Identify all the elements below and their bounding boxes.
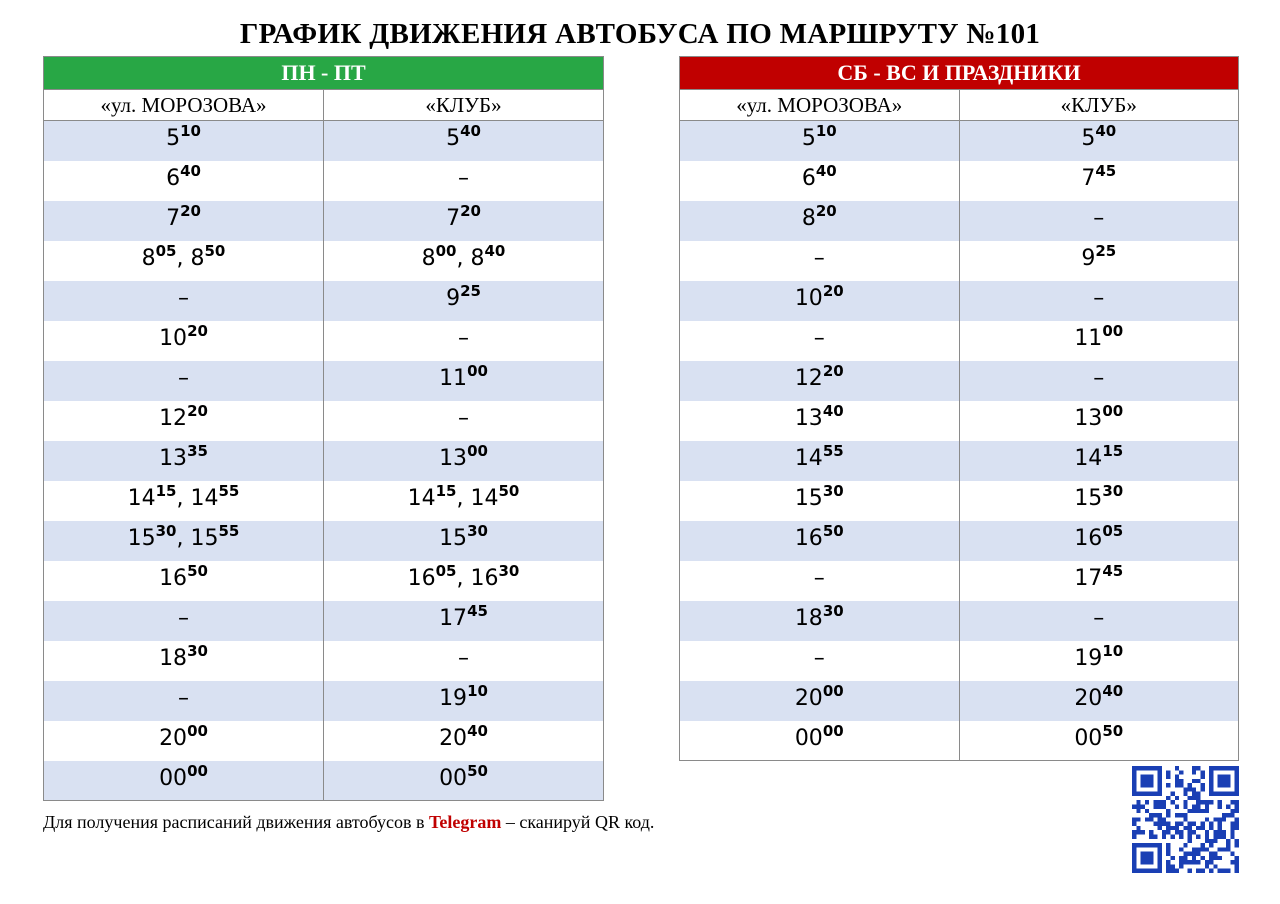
minutes: 50 <box>822 522 844 540</box>
minutes: 55 <box>822 442 844 460</box>
minutes: 30 <box>1102 482 1124 500</box>
minutes: 50 <box>187 562 208 580</box>
weekend-schedule-table <box>679 56 1239 761</box>
table-row <box>44 321 604 361</box>
minutes: 00 <box>822 682 844 700</box>
hour: 8 <box>421 246 436 271</box>
minutes: 50 <box>467 761 488 780</box>
table-row <box>680 481 1239 521</box>
departure-club: – <box>324 641 604 681</box>
hour: 00 <box>159 765 188 791</box>
minutes: 15 <box>1102 442 1124 460</box>
hour: 6 <box>166 166 181 191</box>
departure-morozova <box>44 321 324 361</box>
hour: 20 <box>159 726 188 751</box>
minutes: 10 <box>180 122 201 141</box>
departure-club <box>324 681 604 721</box>
table-row <box>44 481 604 521</box>
hour: 17 <box>1074 566 1103 591</box>
minutes: 00 <box>187 761 208 780</box>
hour: 15 <box>794 486 823 511</box>
minutes: 20 <box>187 402 208 420</box>
departure-morozova: $8^{05}$, $8^{50}$ <box>44 241 324 281</box>
weekend-column-morozova: «ул. МОРОЗОВА» <box>680 90 960 121</box>
minutes: 55 <box>218 482 240 500</box>
hour: 14 <box>407 486 436 511</box>
hour: 12 <box>159 406 188 431</box>
departure-club: $14^{15}$, $14^{50}$ <box>324 481 604 521</box>
minutes: 40 <box>460 122 481 141</box>
hour: 5 <box>1081 126 1096 152</box>
departure-club <box>324 761 604 801</box>
minutes: 10 <box>467 682 488 700</box>
hour: 18 <box>159 646 188 671</box>
departure-club <box>959 241 1239 281</box>
departure-club: – <box>959 601 1239 641</box>
departure-club <box>324 361 604 401</box>
hour: 9 <box>1081 246 1096 271</box>
table-row <box>44 401 604 441</box>
minutes: 40 <box>467 722 488 740</box>
departure-club <box>324 521 604 561</box>
departure-club <box>959 481 1239 521</box>
departure-club: $8^{00}$, $8^{40}$ <box>324 241 604 281</box>
departure-club <box>324 441 604 481</box>
table-row <box>680 721 1239 761</box>
hour: 13 <box>159 446 188 471</box>
minutes: 00 <box>822 721 844 740</box>
minutes: 40 <box>1095 122 1117 141</box>
table-row <box>44 361 604 401</box>
minutes: 40 <box>484 242 506 260</box>
table-row <box>680 161 1239 201</box>
departure-morozova <box>680 401 960 441</box>
table-row <box>680 441 1239 481</box>
table-row <box>44 441 604 481</box>
departure-club <box>959 321 1239 361</box>
hour: 6 <box>801 166 816 191</box>
departure-morozova <box>44 561 324 601</box>
departure-club <box>959 121 1239 161</box>
departure-morozova: – <box>44 601 324 641</box>
table-row <box>680 601 1239 641</box>
minutes: 45 <box>467 602 488 620</box>
hour: 10 <box>794 286 823 311</box>
hour: 5 <box>446 126 461 152</box>
hour: 20 <box>439 726 468 751</box>
departure-club <box>324 601 604 641</box>
departure-morozova <box>44 441 324 481</box>
table-row <box>44 601 604 641</box>
hour: 10 <box>159 326 188 351</box>
hour: 13 <box>1074 406 1103 431</box>
departure-club <box>959 721 1239 761</box>
table-row <box>680 521 1239 561</box>
hour: 14 <box>127 486 156 511</box>
departure-morozova <box>680 681 960 721</box>
hour: 12 <box>794 366 823 391</box>
hour: 13 <box>439 446 468 471</box>
minutes: 10 <box>815 122 837 141</box>
departure-morozova <box>680 201 960 241</box>
departure-morozova <box>680 721 960 761</box>
departure-morozova: – <box>680 641 960 681</box>
departure-morozova <box>44 641 324 681</box>
minutes: 20 <box>822 282 844 300</box>
table-row <box>680 201 1239 241</box>
hour: 18 <box>794 606 823 631</box>
minutes: 50 <box>1102 721 1124 740</box>
footer-text-before: Для получения расписаний движения автобусов в <box>43 812 429 832</box>
hour: 15 <box>1074 486 1103 511</box>
minutes: 20 <box>815 202 837 220</box>
minutes: 15 <box>435 482 457 500</box>
departure-club <box>324 721 604 761</box>
departure-club <box>959 521 1239 561</box>
table-row <box>44 241 604 281</box>
weekday-column-morozova: «ул. МОРОЗОВА» <box>44 90 324 121</box>
departure-club: – <box>959 201 1239 241</box>
minutes: 20 <box>822 362 844 380</box>
departure-morozova: $15^{30}$, $15^{55}$ <box>44 521 324 561</box>
hour: 00 <box>439 765 468 791</box>
minutes: 15 <box>155 482 177 500</box>
minutes: 00 <box>435 242 457 260</box>
departure-morozova <box>44 401 324 441</box>
minutes: 00 <box>1102 322 1124 340</box>
hour: 20 <box>1074 686 1103 711</box>
minutes: 05 <box>435 562 457 580</box>
minutes: 40 <box>180 162 201 180</box>
departure-club <box>324 281 604 321</box>
minutes: 05 <box>155 242 177 260</box>
hour: 16 <box>470 566 499 591</box>
table-row <box>44 681 604 721</box>
minutes: 40 <box>1102 682 1124 700</box>
departure-morozova <box>680 121 960 161</box>
hour: 7 <box>1081 166 1096 191</box>
minutes: 20 <box>187 322 208 340</box>
hour: 15 <box>127 526 156 551</box>
departure-club: – <box>324 161 604 201</box>
hour: 19 <box>439 686 468 711</box>
telegram-label: Telegram <box>429 812 502 832</box>
table-row <box>680 401 1239 441</box>
hour: 8 <box>190 246 205 271</box>
table-row <box>44 521 604 561</box>
hour: 16 <box>1074 526 1103 551</box>
departure-club: – <box>324 321 604 361</box>
hour: 14 <box>470 486 499 511</box>
minutes: 35 <box>187 442 208 460</box>
table-row <box>680 321 1239 361</box>
hour: 15 <box>190 526 219 551</box>
minutes: 00 <box>187 722 208 740</box>
table-row <box>44 641 604 681</box>
minutes: 40 <box>815 162 837 180</box>
hour: 00 <box>1074 725 1103 751</box>
table-row <box>680 361 1239 401</box>
hour: 8 <box>470 246 485 271</box>
departure-club <box>959 401 1239 441</box>
departure-morozova: – <box>680 321 960 361</box>
minutes: 00 <box>467 362 488 380</box>
hour: 7 <box>166 206 181 231</box>
hour: 20 <box>794 686 823 711</box>
table-row <box>680 241 1239 281</box>
table-row <box>44 721 604 761</box>
hour: 14 <box>794 446 823 471</box>
hour: 14 <box>190 486 219 511</box>
hour: 16 <box>407 566 436 591</box>
weekday-column-club: «КЛУБ» <box>324 90 604 121</box>
hour: 8 <box>801 206 816 231</box>
departure-morozova <box>680 441 960 481</box>
minutes: 50 <box>498 482 520 500</box>
departure-club <box>959 561 1239 601</box>
minutes: 25 <box>460 282 481 300</box>
minutes: 00 <box>467 442 488 460</box>
table-row <box>680 121 1239 161</box>
minutes: 30 <box>467 522 488 540</box>
departure-morozova <box>680 281 960 321</box>
minutes: 10 <box>1102 642 1124 660</box>
weekend-column-club: «КЛУБ» <box>959 90 1239 121</box>
minutes: 55 <box>218 522 240 540</box>
minutes: 20 <box>460 202 481 220</box>
departure-club <box>324 121 604 161</box>
table-row <box>44 161 604 201</box>
hour: 5 <box>166 126 181 152</box>
table-row <box>680 561 1239 601</box>
departure-club: $16^{05}$, $16^{30}$ <box>324 561 604 601</box>
departure-morozova <box>680 361 960 401</box>
departure-club <box>959 681 1239 721</box>
table-row <box>44 761 604 801</box>
departure-morozova <box>680 521 960 561</box>
weekend-rows <box>680 121 1239 761</box>
departure-morozova: – <box>680 241 960 281</box>
minutes: 20 <box>180 202 201 220</box>
minutes: 05 <box>1102 522 1124 540</box>
page-title: ГРАФИК ДВИЖЕНИЯ АВТОБУСА ПО МАРШРУТУ №101 <box>239 18 1041 50</box>
minutes: 45 <box>1102 562 1124 580</box>
departure-morozova <box>44 761 324 801</box>
minutes: 50 <box>204 242 226 260</box>
departure-morozova <box>44 121 324 161</box>
minutes: 30 <box>155 522 177 540</box>
hour: 17 <box>439 606 468 631</box>
departure-morozova: – <box>44 681 324 721</box>
weekend-header: СБ - ВС И ПРАЗДНИКИ <box>680 57 1239 90</box>
table-row <box>44 121 604 161</box>
table-row <box>44 281 604 321</box>
departure-club <box>959 441 1239 481</box>
footer-note <box>43 812 654 833</box>
weekday-schedule-table <box>43 56 604 801</box>
hour: 8 <box>141 246 156 271</box>
minutes: 30 <box>187 642 208 660</box>
minutes: 00 <box>1102 402 1124 420</box>
departure-morozova: $14^{15}$, $14^{55}$ <box>44 481 324 521</box>
departure-morozova <box>680 161 960 201</box>
hour: 9 <box>446 286 461 311</box>
hour: 15 <box>439 526 468 551</box>
departure-club <box>324 201 604 241</box>
departure-morozova <box>44 161 324 201</box>
minutes: 30 <box>822 602 844 620</box>
departure-morozova <box>680 601 960 641</box>
departure-morozova: – <box>44 281 324 321</box>
minutes: 30 <box>822 482 844 500</box>
hour: 7 <box>446 206 461 231</box>
hour: 16 <box>794 526 823 551</box>
departure-morozova <box>44 721 324 761</box>
departure-club <box>959 641 1239 681</box>
qr-code-icon <box>1132 766 1239 873</box>
departure-morozova <box>680 481 960 521</box>
weekday-header: ПН - ПТ <box>44 57 604 90</box>
departure-club: – <box>324 401 604 441</box>
table-row <box>680 281 1239 321</box>
minutes: 25 <box>1095 242 1117 260</box>
minutes: 30 <box>498 562 520 580</box>
hour: 11 <box>1074 326 1103 351</box>
hour: 16 <box>159 566 188 591</box>
hour: 5 <box>801 126 816 152</box>
table-row <box>44 561 604 601</box>
minutes: 40 <box>822 402 844 420</box>
departure-morozova: – <box>44 361 324 401</box>
departure-morozova <box>44 201 324 241</box>
departure-morozova: – <box>680 561 960 601</box>
departure-club <box>959 161 1239 201</box>
hour: 19 <box>1074 646 1103 671</box>
table-row <box>680 641 1239 681</box>
hour: 00 <box>794 725 823 751</box>
table-row <box>680 681 1239 721</box>
weekday-rows <box>44 121 604 801</box>
departure-club: – <box>959 361 1239 401</box>
hour: 11 <box>439 366 468 391</box>
hour: 13 <box>794 406 823 431</box>
table-row <box>44 201 604 241</box>
minutes: 45 <box>1095 162 1117 180</box>
hour: 14 <box>1074 446 1103 471</box>
departure-club: – <box>959 281 1239 321</box>
footer-text-after: – сканируй QR код. <box>501 812 655 832</box>
